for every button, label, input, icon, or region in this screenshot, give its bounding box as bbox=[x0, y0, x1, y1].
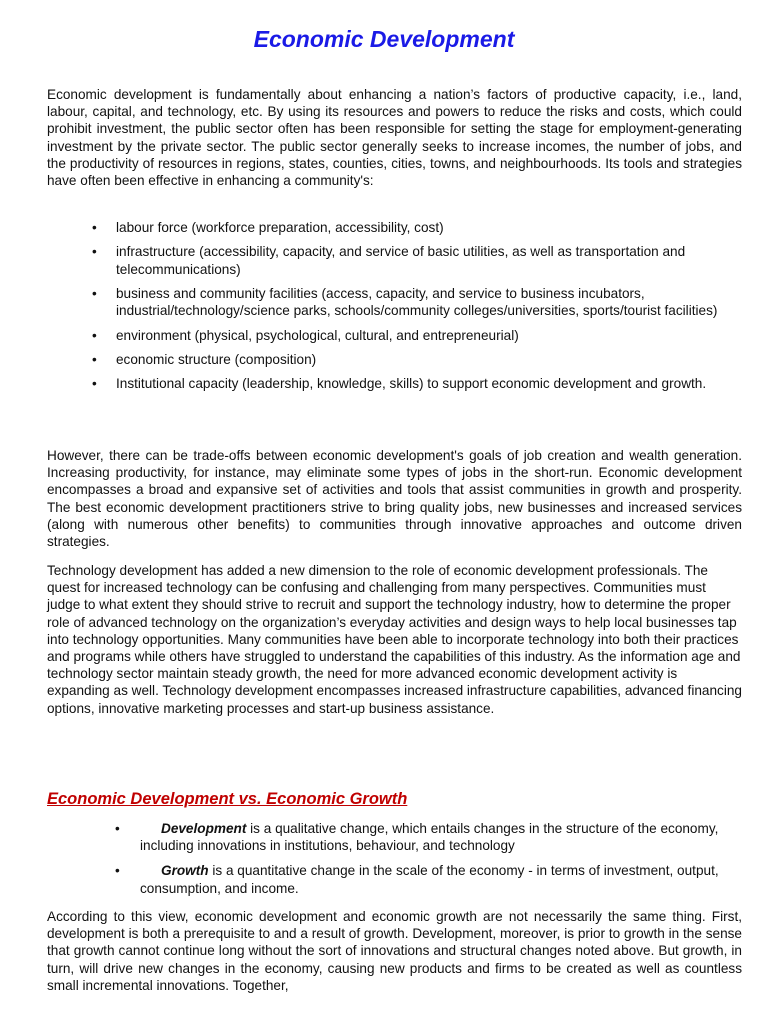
definitions-list bbox=[47, 820, 747, 897]
page-title: Economic Development bbox=[253, 26, 515, 52]
list-item: • Growth is a quantitative change in the scale of the economy - in terms of investment, output, consumption, and income. bbox=[115, 863, 719, 896]
definitions-block bbox=[47, 820, 747, 905]
intro-paragraph: Economic development is fundamentally about enhancing a nation’s factors of productive capacity, i.e., land, labour, capital, and technology, etc. By using its resources and powers to reduce the risks and costs, which could prohibit investment, the public sector often has been responsible for setting the stage for employment-generating investment by the private sector. The public sector generally seeks to increase incomes, the number of jobs, and the productivity of resources in regions, states, counties, cities, towns, and neighbourhoods. Its tools and strategies have often been effective in enhancing a community's: bbox=[47, 87, 742, 189]
list-item: • Institutional capacity (leadership, knowledge, skills) to support economic development and growth. bbox=[92, 376, 707, 392]
view-block bbox=[47, 908, 742, 994]
community-list bbox=[47, 219, 747, 393]
list-item: • business and community facilities (access, capacity, and service to business incubators, industrial/technology/science parks, schools/community colleges/universities, sports/tourist facilities) bbox=[92, 285, 718, 319]
list-item: • labour force (workforce preparation, accessibility, cost) bbox=[92, 220, 444, 235]
section-heading: Economic Development vs. Economic Growth bbox=[47, 790, 408, 808]
intro-block bbox=[47, 86, 742, 189]
list-item: • economic structure (composition) bbox=[92, 351, 317, 367]
tradeoffs-paragraph: However, there can be trade-offs between economic development's goals of job creation and wealth generation. Increasing productivity, for instance, may eliminate some types of jobs in the short-run. Economic development encompasses a broad and expansive set of activities and tools that assist communities in growth and prosperity. The best economic development practitioners strive to bring quality jobs, new businesses and increased services (along with numerous other benefits) to communities through innovative approaches and outcome driven strategies. bbox=[47, 448, 742, 550]
technology-block bbox=[47, 562, 742, 717]
list-item: • infrastructure (accessibility, capacity, and service of basic utilities, as well as transportation and telecommunications) bbox=[92, 244, 686, 277]
term-growth: Growth bbox=[161, 863, 209, 879]
community-list-block bbox=[47, 219, 747, 400]
term-development: Development bbox=[161, 821, 247, 836]
technology-paragraph: Technology development has added a new dimension to the role of economic development professionals. The quest for increased technology can be confusing and challenging from many perspectives. Communities must judge to what extent they should strive to recruit and support the technology industry, how to determine the proper role of advanced technology on the organization’s everyday activities and design ways to help local businesses tap into technology opportunities. Many communities have been able to incorporate technology into both their practices and programs while others have struggled to understand the capabilities of this industry. As the information age and technology sector maintain steady growth, the need for more advanced economic development activity is expanding as well. Technology development encompasses increased infrastructure capabilities, advanced financing options, innovative marketing processes and start-up business assistance. bbox=[47, 563, 742, 716]
list-item: • environment (physical, psychological, cultural, and entrepreneurial) bbox=[92, 327, 519, 343]
tradeoffs-block bbox=[47, 447, 742, 550]
list-item: • Development is a qualitative change, which entails changes in the structure of the economy, including innovations in institutions, behaviour, and technology bbox=[115, 821, 719, 854]
view-paragraph: According to this view, economic development and economic growth are not necessarily the same thing. First, development is both a prerequisite to and a result of growth. Development, moreover, is prior to growth in the sense that growth cannot continue long without the sort of innovations and structural changes noted above. But growth, in turn, will drive new changes in the economy, causing new products and firms to be created as well as countless small incremental innovations. Together, bbox=[47, 909, 742, 993]
